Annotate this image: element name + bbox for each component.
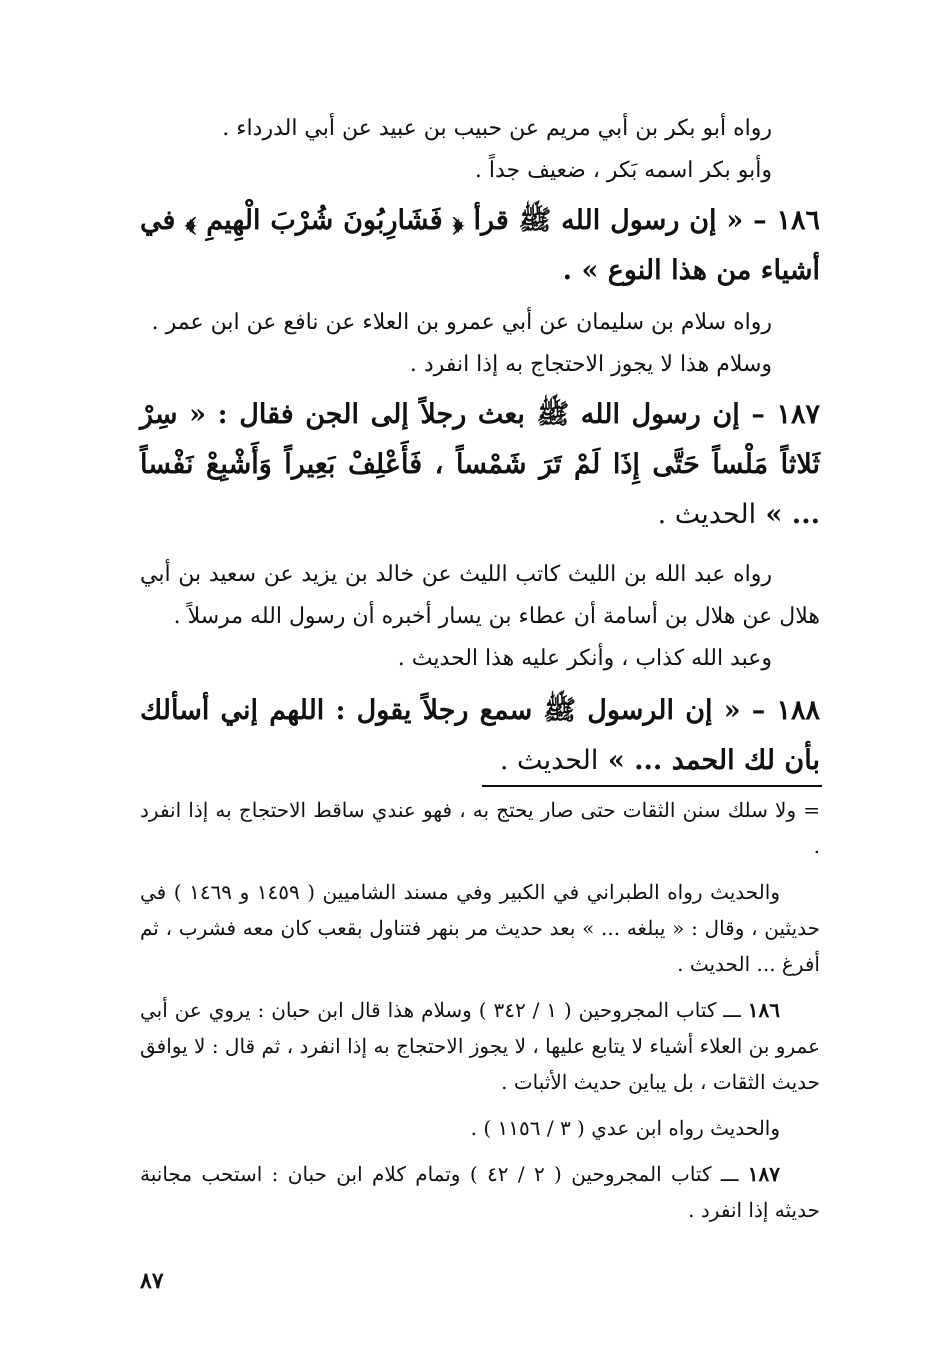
hadith-number: ١٨٦ — [776, 205, 820, 236]
paragraph-grading-2: وسلام هذا لا يجوز الاحتجاج به إذا انفرد . — [409, 352, 772, 377]
paragraph-grading-1: وأبو بكر اسمه بَكر ، ضعيف جداً . — [474, 158, 772, 183]
footnotes-block — [140, 792, 820, 1228]
hadith-188-heading — [140, 686, 820, 786]
footnote-divider — [482, 785, 822, 787]
hadith-suffix: الحديث . — [657, 499, 757, 530]
hadith-186-heading — [140, 196, 820, 296]
footnote-text: ـــ كتاب المجروحين ( ٢ / ٤٢ ) وتمام كلام ابن حبان : استحب مجانبة حديثه إذا انفرد . — [140, 1162, 820, 1222]
hadith-text: – « إن رسول الله ﷺ قرأ ﴿ فَشَارِبُونَ شُرْبَ الْهِيمِ ﴾ في أشياء من هذا النوع » . — [140, 205, 820, 286]
paragraph-narration-3: رواه عبد الله بن الليث كاتب الليث عن خالد بن يزيد عن سعيد بن أبي هلال عن هلال بن أسامة أن عطاء بن يسار أخبره أن رسول الله مرسلاً . — [140, 562, 820, 629]
footnote-187 — [140, 1156, 820, 1228]
paragraph-narration-1: رواه أبو بكر بن أبي مريم عن حبيب بن عبيد عن أبي الدرداء . — [222, 116, 772, 141]
footnote-number: ١٨٦ — [747, 998, 781, 1022]
footnote-186 — [140, 992, 820, 1100]
footnote-number: ١٨٧ — [747, 1162, 781, 1186]
footnote-continuation: = ولا سلك سنن الثقات حتى صار يحتج به ، فهو عندي ساقط الاحتجاج به إذا انفرد . — [140, 798, 820, 858]
hadith-suffix: الحديث . — [499, 745, 599, 776]
hadith-number: ١٨٨ — [776, 695, 820, 726]
hadith-number: ١٨٧ — [776, 399, 820, 430]
paragraph-grading-3: وعبد الله كذاب ، وأنكر عليه هذا الحديث . — [397, 646, 772, 671]
paragraph-narration-2: رواه سلام بن سليمان عن أبي عمرو بن العلاء عن نافع عن ابن عمر . — [151, 310, 772, 335]
hadith-text: – « إن الرسول ﷺ سمع رجلاً يقول : اللهم إني أسألك بأن لك الحمد ... » — [140, 695, 820, 776]
page-number: ٨٧ — [140, 1268, 164, 1294]
footnote-paragraph: والحديث رواه ابن عدي ( ٣ / ١١٥٦ ) . — [470, 1116, 780, 1140]
footnote-text: ـــ كتاب المجروحين ( ١ / ٣٤٢ ) وسلام هذا قال ابن حبان : يروي عن أبي عمرو بن العلاء أشياء لا يتابع عليها ، لا يجوز الاحتجاج به إذا انفرد ، ثم قال : لا يوافق حديث الثقات ، بل يباين حديث الأثبات . — [140, 998, 820, 1094]
main-text-block — [140, 108, 820, 786]
footnote-paragraph: والحديث رواه الطبراني في الكبير وفي مسند الشاميين ( ١٤٥٩ و ١٤٦٩ ) في حديثين ، وقال : « يبلغه ... » بعد حديث مر بنهر فتناول بقعب كان معه فشرب ، ثم أفرغ ... الحديث . — [140, 880, 820, 976]
hadith-text: – إن رسول الله ﷺ بعث رجلاً إلى الجن فقال : « سِرْ ثَلاثاً مَلْساً حَتَّى إِذَا لَمْ تَرَ شَمْساً ، فَأَعْلِفْ بَعِيراً وَأَشْبِعْ نَفْساً ... » — [140, 399, 820, 530]
hadith-187-heading — [140, 390, 820, 540]
